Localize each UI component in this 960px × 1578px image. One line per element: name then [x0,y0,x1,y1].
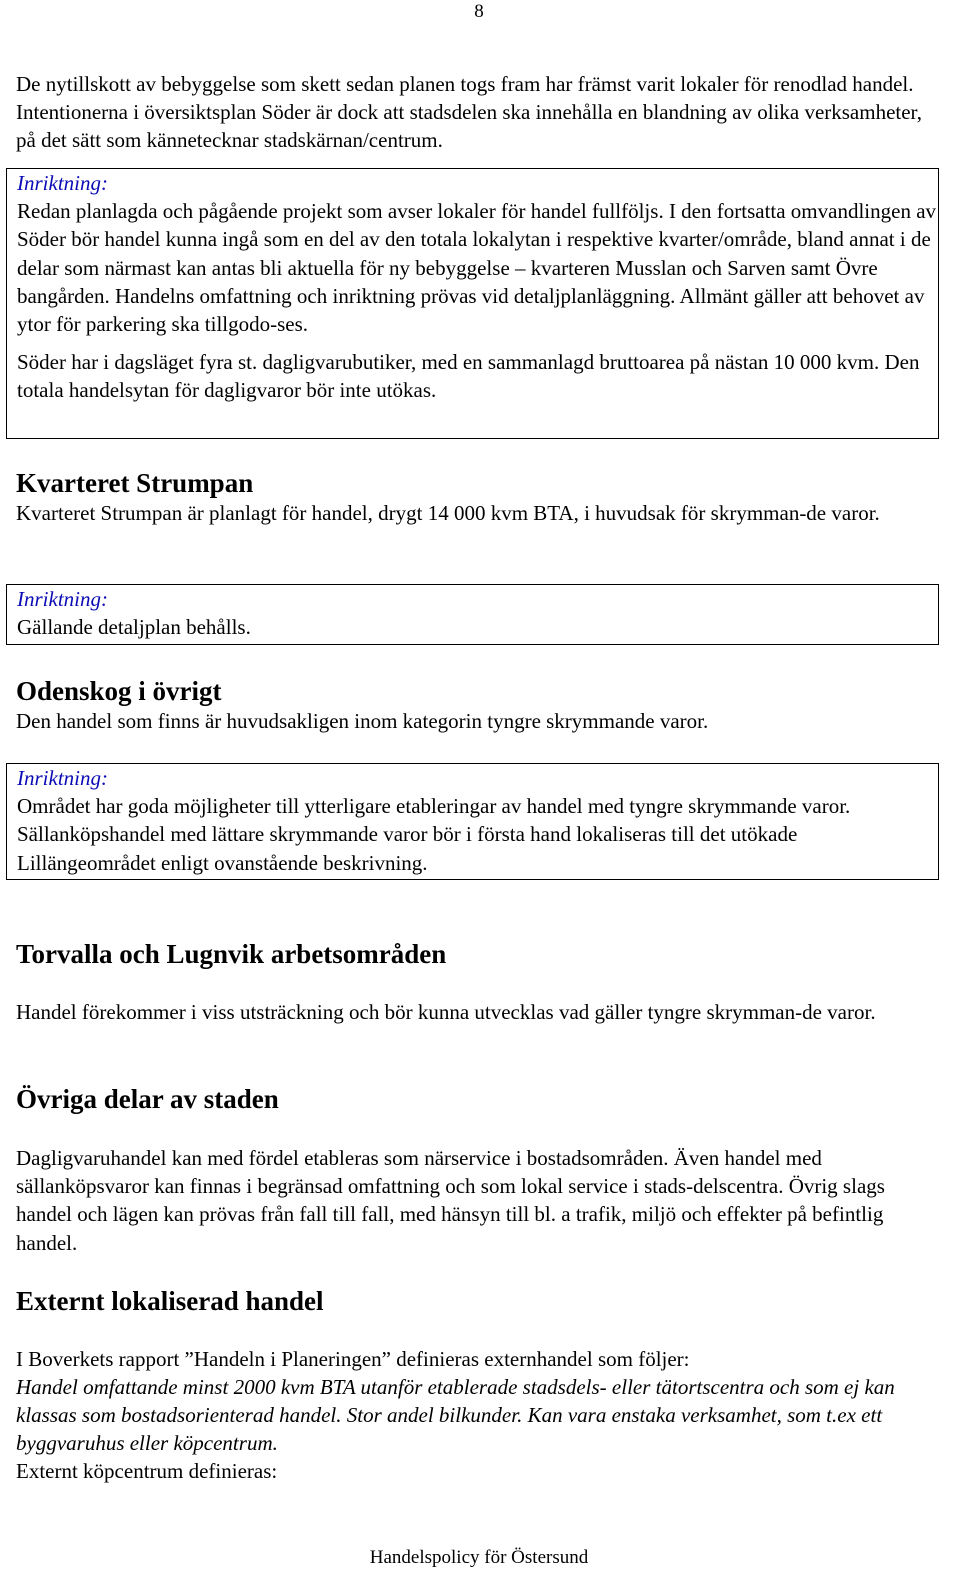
inriktning-label: Inriktning: [17,171,108,195]
section-heading-externt: Externt lokaliserad handel [16,1286,324,1316]
externt-intro: I Boverkets rapport ”Handeln i Planeringen” definieras externhandel som följer: [16,1347,690,1371]
inriktning-box-soder [6,168,939,439]
inriktning-label: Inriktning: [17,587,108,611]
page-footer: Handelspolicy för Östersund [369,1547,589,1568]
inriktning-text: Redan planlagda och pågående projekt som avser lokaler för handel fullföljs. I den fortsatta omvandlingen av Söder bör handel kunna ingå som en del av den totala lokalytan i respektive kvarter/område, bland annat i de delar som närmast kan antas bli aktuella för ny bebyggelse – kvarteren Musslan och Sarven samt Övre bangården. Handelns omfattning och inriktning prövas vid detaljplanläggning. Allmänt gäller att behovet av ytor för parkering ska tillgodo-ses. [17,199,937,337]
strumpan-text: Kvarteret Strumpan är planlagt för handel, drygt 14 000 kvm BTA, i huvudsak för skrymman-de varor. [16,501,880,525]
inriktning-box-strumpan [6,584,939,645]
inriktning-box-odenskog [6,763,939,880]
section-heading-torvalla: Torvalla och Lugnvik arbetsområden [16,939,447,969]
torvalla-text: Handel förekommer i viss utsträckning och bör kunna utvecklas vad gäller tyngre skrymman-de varor. [16,1000,876,1024]
externt-closing: Externt köpcentrum definieras: [16,1459,278,1483]
section-heading-odenskog: Odenskog i övrigt [16,676,222,706]
inriktning-text: Gällande detaljplan behålls. [17,615,251,640]
intro-paragraph: De nytillskott av bebyggelse som skett sedan planen togs fram har främst varit lokaler för renodlad handel. Intentionerna i översiktsplan Söder är dock att stadsdelen ska innehålla en blandning av olika verksamheter, på det sätt som kännetecknar stadskärnan/centrum. [16,72,922,153]
page-number: 8 [474,1,484,22]
ovriga-text: Dagligvaruhandel kan med fördel etableras som närservice i bostadsområden. Även handel med sällanköpsvaror kan finnas i begränsad omfattning och som lokal service i stads-delscentra. Övrig slags handel och lägen kan prövas från fall till fall, med hänsyn till bl. a trafik, miljö och effekter på befintlig handel. [16,1146,885,1255]
odenskog-text: Den handel som finns är huvudsakligen inom kategorin tyngre skrymmande varor. [16,709,709,733]
externt-definition: Handel omfattande minst 2000 kvm BTA utanför etablerade stadsdels- eller tätortscentra och som ej kan klassas som bostadsorienterad handel. Stor andel bilkunder. Kan vara enstaka verksamhet, som t.ex ett byggvaruhus eller köpcentrum. [16,1375,895,1456]
inriktning-text: Området har goda möjligheter till ytterligare etableringar av handel med tyngre skrymmande varor. Sällanköpshandel med lättare skrymmande varor bör i första hand lokaliseras till det utökade Lillängeområdet enligt ovanstående beskrivning. [17,794,851,875]
section-heading-ovriga: Övriga delar av staden [16,1084,279,1114]
inriktning-text-dagligvaror: Söder har i dagsläget fyra st. dagligvarubutiker, med en sammanlagd bruttoarea på nästan 10 000 kvm. Den totala handelsytan för dagligvaror bör inte utökas. [17,350,920,403]
section-heading-strumpan: Kvarteret Strumpan [16,468,254,498]
inriktning-label: Inriktning: [17,766,108,790]
